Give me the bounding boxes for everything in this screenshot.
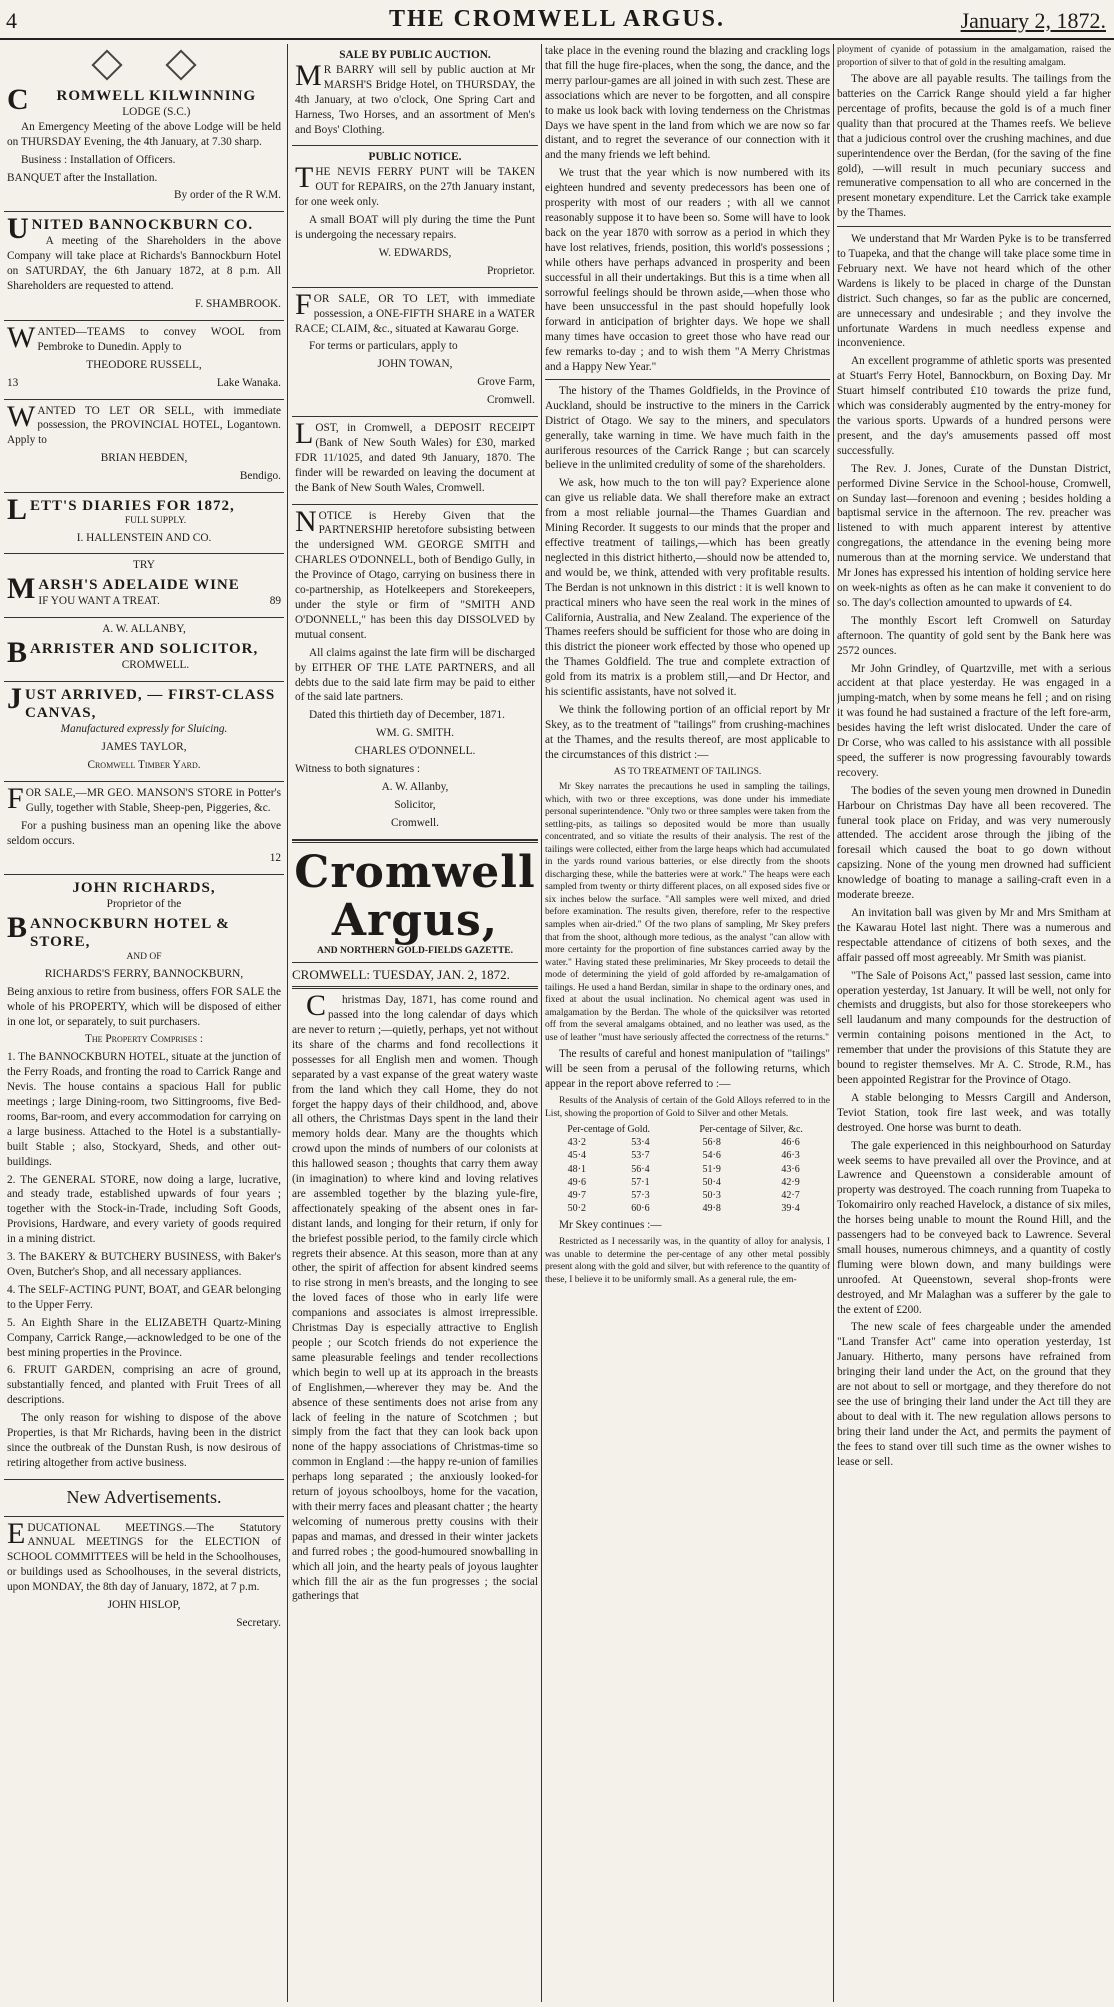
table-cell: 56·8 (702, 1137, 721, 1149)
table-cell: 49·7 (567, 1190, 586, 1201)
ad-prefix: TRY (133, 559, 155, 572)
dateline: CROMWELL: TUESDAY, JAN. 2, 1872. (292, 963, 538, 989)
ad-name: JOHN TOWAN, (377, 358, 453, 371)
property-item: 1. The BANNOCKBURN HOTEL, situate at the junction of the Ferry Roads, and fronting the road to Carrick Range and Nevis. The house contains a spacious Hall for public meetings ; large Dining-room, two Sittingrooms, five Bed-rooms, Bar-room, and every accommodation for carrying on a large business. Attached to the Hotel is a substantially-built Stable ; also, Stockyard, Sheds, and other out-buildings. (7, 1051, 281, 1168)
masonic-emblems (7, 48, 281, 87)
ad-heading: BARRISTER AND SOLICITOR, (7, 636, 259, 670)
argus-logo: Cromwell Argus, (294, 846, 536, 947)
ad-marsh-wine (4, 554, 284, 618)
ad-location: Cromwell. (486, 394, 535, 407)
ad-name: A. W. ALLANBY, (102, 623, 186, 636)
table-cell: 54·6 (702, 1150, 721, 1162)
ad-footer (7, 376, 281, 391)
news-item: "The Sale of Poisons Act," passed last session, came into operation yesterday, 1st January. It will be well, not only for chemists and druggists, but also for those storekeepers who sell laudanum and many compounds for the destruction of vermin containing poisons mentioned in the Act, to remember that under the provisions of this Statute they are bound to register themselves. Mr A. C. Strode, R.M., has been appointed Registrar for the Province of Otago. (837, 969, 1111, 1086)
ad-heading: UNITED BANNOCKBURN CO. (7, 212, 254, 246)
ad-body: Dated this thirtieth day of December, 1871. (309, 709, 505, 722)
table-cell: 45·4 (567, 1150, 586, 1162)
ad-heading: RICHARDS'S FERRY, BANNOCKBURN, (44, 967, 244, 980)
ad-prefix: AND OF (126, 952, 162, 963)
ad-signature: By order of the R W.M. (173, 189, 281, 202)
ad-signature: Proprietor. (486, 264, 535, 277)
ad-body: LOST, in Cromwell, a DEPOSIT RECEIPT (Bank of New South Wales) for £30, marked FDR 11/1025, and dated 9th January, 1870. The finder will be rewarded on leaving the document at the Bank of New South Wales, Cromwell. (295, 417, 535, 494)
property-item: 3. The BAKERY & BUTCHERY BUSINESS, with Baker's Oven, Butcher's Shop, and all necessary appliances. (7, 1251, 281, 1278)
ad-body: The only reason for wishing to dispose of the above Properties, is that Mr Richards, having been in the district since the outbreak of the Dunstan Rush, is now desirous of retiring altogether from active business. (7, 1412, 281, 1469)
table-cell: 50·2 (567, 1203, 586, 1215)
news-item: An invitation ball was given by Mr and Mrs Smitham at the Kawarau Hotel last night. There was a numerous and respectable attendance of citizens of both sexes, and the affair passed off most agreeably. Mr Smith was pianist. (837, 907, 1111, 964)
ad-heading: CROMWELL KILWINNING (7, 82, 257, 116)
ad-body: MR BARRY will sell by public auction at Mr MARSH'S Bridge Hotel, on THURSDAY, the 4th January, at two o'clock, One Spring Cart and Harness, Two Horses, and an assortment of Men's and Boys' Clothing. (295, 58, 535, 136)
table-cell: 46·3 (781, 1150, 800, 1162)
ad-subheading: IF YOU WANT A TREAT. (38, 595, 160, 608)
masonic-emblem-icon (165, 49, 196, 80)
ad-body: All claims against the late firm will be discharged by EITHER OF THE LATE PARTNERS, and all debts due to the said late firm may be paid to either of the said late partners. (295, 646, 535, 704)
ad-heading: BANNOCKBURN HOTEL & STORE, (7, 911, 230, 951)
news-item: Mr John Grindley, of Quartzville, met with a serious accident at that place yesterday. He was engaged in a jumping-match, when by some means he fell ; and on rising it was found he had sustained a fracture of the left fore-arm, besides having the left wrist dislocated. Under the care of Dr Corse, who was called to his assistance with all possible speed, the sufferer is now progressing favourably towards recovery. (837, 662, 1111, 779)
ad-bannockburn-co (4, 212, 284, 321)
ad-name: W. EDWARDS, (378, 246, 452, 259)
ad-subheading: LODGE (S.C.) (122, 105, 191, 118)
editorial-paragraph: take place in the evening round the blazing and crackling logs that fill the huge fire-places, when the song, the dance, and the merry parlour-games are all joined in with such zest. These are associations which are never to be forgotten, and all conspire to make us look back with loving tenderness on the Christmas Days we have spent in the land from which we are now so far distant, and to regret the severance of our connection with it and the many friends we left behind. (545, 45, 830, 162)
ad-manson-store (4, 782, 284, 876)
ad-body: FOR SALE,—MR GEO. MANSON'S STORE in Potter's Gully, together with Stable, Sheep-pen, Piggeries, &c. (7, 781, 281, 815)
page-number: 4 (6, 8, 17, 33)
ad-wanted-let (4, 400, 284, 494)
ad-name: THEODORE RUSSELL, (86, 358, 202, 371)
ad-water-race (292, 288, 538, 417)
ad-body: WANTED—TEAMS to convey WOOL from Pembroke to Dunedin. Apply to (7, 320, 281, 354)
table-cell: 46·6 (781, 1137, 800, 1149)
ad-public-notice (292, 146, 538, 287)
news-item: The monthly Escort left Cromwell on Saturday afternoon. The quantity of gold sent by the Bank here was 2572 ounces. (837, 614, 1111, 657)
table-row (545, 1136, 830, 1149)
table-row (545, 1189, 830, 1202)
ad-name: CHARLES O'DONNELL. (354, 745, 476, 758)
ad-name: BRIAN HEBDEN, (100, 452, 188, 465)
news-item: We understand that Mr Warden Pyke is to be transferred to Tuapeka, and that the change will take place some time in February next. We have not heard which of the other Wardens is likely to be placed in charge of the Dunstan district. Such changes, so far as the public are concerned, are unnecessary and undesirable ; and they involve the unfortunate Wardens in much needless expense and inconvenience. (837, 233, 1111, 350)
news-item: The new scale of fees chargeable under the amended "Land Transfer Act" came into operation yesterday, 1st January. Hitherto, many persons have refrained from bringing their land under the Act, on the ground that they are not about to sell or mortgage, and they therefore do not see the use of bringing their land under the Act till they are about to deal with it. The new regulation allows persons to bring their land under the Act, and permits the payment of the fees to stand over till such time as the owner wishes to lease or sell. (837, 1321, 1111, 1468)
report-extract: Mr Skey narrates the precautions he used in sampling the tailings, which, with two or three exceptions, was done under his immediate personal superintendence. "Only two or three samples were taken from the settling-pits, as tailings so deposited would be more than usually concentrated, and so vitiate the results of their analysis. The rest of the tailings were collected, either from the large heaps which had accumulated in the yards round various batteries, or else directly from the shoots discharging these, while the batteries were at work." The heaps were each sampled from twenty or thirty different places, on all exposed sides five or six inches below the surface. "All samples were well mixed, and dried before examination. The results given, therefore, refer to the respective samples when air-dried." Of the two plans of sampling, Mr Skey prefers that from the shoot, although more tedious, as the analyst "can allow with more certainty for the proportion of fine substances carried away by the water." Having stated these preliminaries, Mr Skey proceeds to detail the mode of determining the yield of gold afforded by re-amalgamation of tailings. He used a hand Berdan, similar in shape to the ordinary ones, and fixed at about the usual inclination. No chemical agent was used in amalgamation by the Berdan. The whole of the quicksilver was retorted off from the several amalgams obtained, and no leather was used, as the use of leather "must have seriously affected the correctness of the returns." (545, 782, 830, 1043)
table-cell: 51·9 (702, 1163, 721, 1175)
ad-body: WANTED TO LET OR SELL, with immediate possession, the PROVINCIAL HOTEL, Logantown. Apply to (7, 399, 281, 447)
column-3 (545, 44, 830, 2002)
ad-partnership (292, 505, 538, 840)
subheading: AS TO TREATMENT OF TAILINGS. (613, 766, 762, 777)
masonic-emblem-icon (91, 49, 122, 80)
news-item: The bodies of the seven young men drowned in Dunedin Harbour on Christmas Day have all been recovered. The funeral took place on Friday, and was very numerously attended. The accident arose through the jibing of the foresail which caused the boat to go down without capsizing. None of the young men drowned had sufficient knowledge of boating to manage a sailing-craft even in a moderate breeze. (837, 784, 1111, 902)
ad-wanted-teams (4, 321, 284, 400)
ad-name: JOHN HISLOP, (107, 1599, 181, 1612)
ad-location: CROMWELL. (121, 659, 190, 672)
table-cell: 50·4 (702, 1176, 721, 1188)
ad-body: THE NEVIS FERRY PUNT will be TAKEN OUT for REPAIRS, on the 27th January instant, for one week only. (295, 161, 535, 209)
ad-body: An Emergency Meeting of the above Lodge will be held on THURSDAY Evening, the 4th January, at 7.30 sharp. (7, 120, 281, 148)
argus-subtitle: AND NORTHERN GOLD-FIELDS GAZETTE. (316, 946, 514, 957)
ad-heading: SALE BY PUBLIC AUCTION. (339, 49, 491, 61)
newspaper-title: THE CROMWELL ARGUS. (388, 6, 726, 32)
property-item: 4. The SELF-ACTING PUNT, BOAT, and GEAR belonging to the Upper Ferry. (7, 1283, 281, 1311)
news-item: An excellent programme of athletic sports was presented at Stuart's Ferry Hotel, Bannockburn, on Boxing Day. Mr Stuart himself contributed £10 towards the prize fund, which was considerably augmented by the entry-money for the various sports. Upwards of a hundred persons were present, and the day's amusements passed off most successfully. (837, 355, 1111, 457)
ad-signature: Solicitor, (394, 798, 436, 811)
table-cell: 39·4 (781, 1203, 800, 1215)
ad-name: I. HALLENSTEIN AND CO. (76, 531, 212, 544)
editorial-paragraph: Christmas Day, 1871, has come round and passed into the long calendar of days which are never to return ;—quietly, perhaps, yet not without its share of the charms and fond recollections it possesses for all English men and women. Though separated by a vast expanse of the great watery waste from the land which they call Home, they do not forget the happy days of their childhood, and, above all others, the Christmas Days spent in the land their memory holds dear. Many are the thoughts which crowd upon the minds of numbers of our colonists at this hallowed season ; thoughts that carry them away (in imagination) to where kind and loving relatives are assembled together by the blazing yule-fire, affectionately speaking of the absent ones in far-distant lands, and longing for their return, if only for the briefest possible period, to the family circle which regrets their absence. At this season, more than at any other, the spirit of affection for absent kindred seems to rise strong in men's breasts, and the longing to see the loved faces of those who in early life were companions and associates is almost irrepressible. Christmas Day is especially attractive to English people ; our Scotch friends do not experience the same pleasurable feelings and tender recollections which begin to well up at its approach in the breasts of Englishmen,—wherever they may be. And the absence of these sentiments does not arise from any lack of feeling in the nature of Scotchmen ; but simply from the fact that they can look back upon none of the happy associations of Christmas-time so common in England :—the happy re-union of families perhaps long separated ; the anxiously looked-for return of joyous schoolboys, home for the vacation, with their merry faces and pleasant chatter ; the hearty welcoming of numerous pretty cousins with their papas and mamas, and dressed in their winter jackets and furred robes ; the good-humoured snowballing in which all join, and the hearty peals of joyous laughter which fill the air as the fun progresses ; the social gatherings that (292, 989, 538, 1603)
ad-educational (4, 1517, 284, 1639)
table-cell: 53·4 (631, 1137, 650, 1149)
alloy-table (545, 1123, 830, 1215)
table-cell: 57·1 (631, 1176, 650, 1188)
table-row (545, 1176, 830, 1189)
ad-body: Business : Installation of Officers. (21, 153, 176, 166)
ad-lodge (4, 44, 284, 212)
table-header: Per-centage of Gold. (567, 1124, 651, 1136)
table-cell: 50·3 (702, 1190, 721, 1201)
report-extract: ployment of cyanide of potassium in the amalgamation, raised the proportion of silver to that of gold in the resulting amalgam. (837, 45, 1111, 68)
ad-signature: F. SHAMBROOK. (194, 297, 281, 310)
table-header-row (545, 1123, 830, 1136)
ad-body: EDUCATIONAL MEETINGS.—The Statutory ANNUAL MEETINGS for the ELECTION of SCHOOL COMMITTEES will be held in the Schoolhouses, or buildings used as Schoolhouses, in the several districts, upon MONDAY, the 8th day of January, 1872, at 7 p.m. (7, 1516, 281, 1594)
column-2 (292, 44, 538, 2002)
table-cell: 56·4 (631, 1163, 650, 1175)
property-item: 5. An Eighth Share in the ELIZABETH Quartz-Mining Company, Carrick Range,—acknowledged to be one of the best mining properties in the Province. (7, 1316, 281, 1359)
editorial-paragraph: We ask, how much to the ton will pay? Experience alone can give us reliable data. We shall therefore make an extract from a most reliable journal—the Thames Guardian and Mining Recorder. It suggests to our minds that the proper and effective treatment of tailings,—which has been greatly neglected in this district hitherto,—should now be attended to, and would be, we think, attended with very profitable results. The Berdan is not unknown in this district : it is well known to practical miners who have seen the real work in the mines of California, Australia, and New Zealand. The experience of the Thames reefers should be sufficient for those who are doing in this district the pioneer work effected by those who opened up the Thames Goldfield. The true and complete extraction of gold from its matrix is a problem still,—and Dr Hector, and his scientific assistants, have not solved it. (545, 477, 830, 699)
column-rule (287, 44, 288, 2002)
ad-location: Lake Wanaka. (216, 376, 281, 389)
ad-name: WM. G. SMITH. (375, 727, 455, 740)
ad-heading: PUBLIC NOTICE. (368, 151, 462, 164)
column-4 (837, 44, 1111, 2002)
ad-heading: MARSH'S ADELAIDE WINE (7, 572, 240, 606)
table-row (545, 1149, 830, 1162)
ad-body: For a pushing business man an opening like the above seldom occurs. (7, 819, 281, 847)
issue-date: January 2, 1872. (960, 8, 1106, 33)
table-cell: 57·3 (631, 1190, 650, 1201)
table-cell: 53·7 (631, 1150, 650, 1162)
editorial-paragraph: We think the following portion of an official report by Mr Skey, as to the treatment of "tailings" from crushing-machines at the Thames, and the results thereof, are most applicable to the circumstances of this district :— (545, 703, 830, 761)
ad-lost-receipt (292, 417, 538, 505)
news-item: A stable belonging to Messrs Cargill and Anderson, Teviot Station, took fire last week, and was totally destroyed. One horse was burnt to death. (837, 1091, 1111, 1134)
ad-subheading: FULL SUPPLY. (124, 516, 187, 527)
ad-number: 12 (269, 852, 281, 865)
ad-body: NOTICE is Hereby Given that the PARTNERSHIP heretofore subsisting between the undersigned WM. GEORGE SMITH and CHARLES O'DONNELL, both of Bendigo Gully, in the Province of Otago, carrying on business there in co-partnership, as Hotelkeepers and Storekeepers, under the style or firm of "SMITH AND O'DONNELL," has been this day DISSOLVED by mutual consent. (295, 504, 535, 641)
section-heading: New Advertisements. (4, 1480, 284, 1517)
column-1 (4, 44, 284, 2002)
ad-body: FOR SALE, OR TO LET, with immediate possession, a ONE-FIFTH SHARE in a WATER RACE; CLAIM, &c., situated at Kawarau Gorge. (295, 287, 535, 335)
editorial-paragraph: The above are all payable results. The tailings from the batteries on the Carrick Range should yield a far higher percentage of profits, because the gold is of a much finer quality than that procured at the Thames reefs. We believe that a judicious control over the crushing machines, and due superintendence over the Berdan, (for the saving of the fine gold), —will result in much pecuniary success and remunerative compensation to all who are concerned in the present monetary expenditure. Let the Carrick take example by the Thames. (837, 73, 1111, 220)
table-cell: 43·6 (781, 1163, 800, 1175)
table-cell: 49·8 (702, 1203, 721, 1215)
ad-location: Bendigo. (239, 470, 281, 483)
ad-number: 89 (269, 595, 281, 608)
ad-body: BANQUET after the Installation. (7, 171, 158, 184)
table-cell: 60·6 (631, 1203, 650, 1215)
property-item: 6. FRUIT GARDEN, comprising an acre of ground, substantially fenced, and planted with Fruit Trees of all descriptions. (7, 1364, 281, 1407)
ad-number: 13 (7, 376, 19, 389)
column-rule (541, 44, 542, 2002)
ad-address: Grove Farm, (477, 376, 535, 389)
column-rule (833, 44, 834, 2002)
ad-location: Cromwell. (390, 816, 439, 829)
argus-masthead (292, 840, 538, 963)
ad-heading: LETT'S DIARIES FOR 1872, (7, 493, 235, 527)
table-row (545, 1202, 830, 1215)
editorial-paragraph: The results of careful and honest manipulation of "tailings" will be seen from a perusal of the following returns, which appear in the report above referred to :— (545, 1048, 830, 1091)
table-cell: 42·7 (781, 1190, 800, 1201)
report-extract: Restricted as I necessarily was, in the quantity of alloy for analysis, I was unable to determine the per-centage of any other metal possibly present along with the gold and silver, but with reference to the quantity of these, I believe it to be uniformly small. As a general rule, the em- (545, 1237, 830, 1285)
ad-body: A small BOAT will ply during the time the Punt is undergoing the necessary repairs. (295, 214, 535, 241)
table-header: Per-centage of Silver, &c. (699, 1124, 803, 1136)
table-cell: 42·9 (781, 1176, 800, 1188)
ad-allanby (4, 618, 284, 682)
ad-letts-diaries (4, 493, 284, 554)
editorial-paragraph: The history of the Thames Goldfields, in the Province of Auckland, should be instructive to the miners in the Carrick District of Otago. We say to the miners, and speculators generally, take warning in time. We have much faith in the auriferous resources of the Carrick Range ; but can scarcely believe in the unlimited credulity of some of the shareholders. (545, 384, 830, 472)
editorial-paragraph: Mr Skey continues :— (559, 1219, 662, 1232)
ad-location: Cromwell Timber Yard. (87, 758, 201, 771)
ad-name: JOHN RICHARDS, (72, 880, 216, 897)
ad-subheading: Manufactured expressly for Sluicing. (60, 723, 228, 736)
ad-body: For terms or particulars, apply to (309, 340, 458, 353)
news-item: The gale experienced in this neighbourhood on Saturday week seems to have prevailed all over the Province, and at Lawrence and Queenstown a considerable amount of property was destroyed. The coach running from Tuapeka to Tokomairiro only reached Havelock, a distance of six miles, the horses being unable to mount the Round Hill, and the passengers had to be conveyed back to Lawrence. Several small houses, numerous chimneys, and a quantity of costly fluming were blown down, and many buildings were unroofed. At Queenstown, several shop-fronts were destroyed, and Mr Malaghan was a sufferer by the gale to the extent of £200. (837, 1139, 1111, 1316)
table-cell: 49·6 (567, 1176, 586, 1188)
ad-footer (38, 594, 281, 609)
ad-body: A meeting of the Shareholders in the above Company will take place at Richards's Bannockburn Hotel on SATURDAY, the 6th January 1872, at 8 p.m. All Shareholders are requested to attend. (7, 235, 281, 293)
ad-body: Being anxious to retire from business, offers FOR SALE the whole of his PROPERTY, which will be disposed of either in one lot, or separately, to suit purchasers. (7, 985, 281, 1028)
ad-heading: JUST ARRIVED, — FIRST-CLASS CANVAS, (7, 682, 276, 722)
table-caption: Results of the Analysis of certain of the Gold Alloys referred to in the List, showing the proportion of Gold to Silver and other Metals. (545, 1096, 830, 1119)
ad-richards (4, 875, 284, 1479)
ad-body: Witness to both signatures : (295, 763, 421, 776)
table-row (545, 1163, 830, 1176)
table-cell: 43·2 (567, 1137, 586, 1149)
editorial-paragraph: We trust that the year which is now numbered with its eighteen hundred and seventy predecessors has been one of prosperity with most of our readers ; with all we cannot reasonably suppose it to have been so. Some will have to look back on the year 1870 with sorrow as a period in which they have lost relatives, friends, position, this world's possessions ; while others have perhaps advanced in prosperity and been successful in all their undertakings. But this is a time when all sorrowful feelings should be thrown aside,—when those who have been unsuccessful in the past should hopefully look forward in anticipation of brighter days. We hope we shall many times have occasion to greet those who have read our few remarks to-day ; and to wish them "A Merry Christmas and a Happy New Year." (545, 167, 830, 374)
ad-signature: Secretary. (236, 1616, 281, 1629)
ad-subheading: The Property Comprises : (84, 1033, 204, 1046)
property-item: 2. The GENERAL STORE, now doing a large, lucrative, and steady trade, established upwards of four years ; together with the Stock-in-Trade, including Soft Goods, Provisions, Hardware, and every variety of goods required in a mining district. (7, 1173, 281, 1246)
ad-name: JAMES TAYLOR, (101, 741, 187, 753)
ad-auction (292, 44, 538, 146)
ad-name: A. W. Allanby, (381, 780, 449, 793)
ad-subheading: Proprietor of the (106, 898, 182, 911)
page-header (0, 0, 1114, 40)
news-item: The Rev. J. Jones, Curate of the Dunstan District, performed Divine Service in the School-house, Cromwell, on Sunday last—forenoon and evening ; besides holding a baptismal service in the afternoon. The rev. preacher was listened to with much apparent interest by attentive congregations, the attendance in the evening being more numerous than at the morning service. We understand that Mr Jones has expressed his intention of holding service here on week-nights as often as he can make it convenient to do so. The day's collection amounted to upwards of £4. (837, 462, 1111, 609)
table-cell: 48·1 (567, 1163, 586, 1175)
ad-canvas (4, 682, 284, 782)
